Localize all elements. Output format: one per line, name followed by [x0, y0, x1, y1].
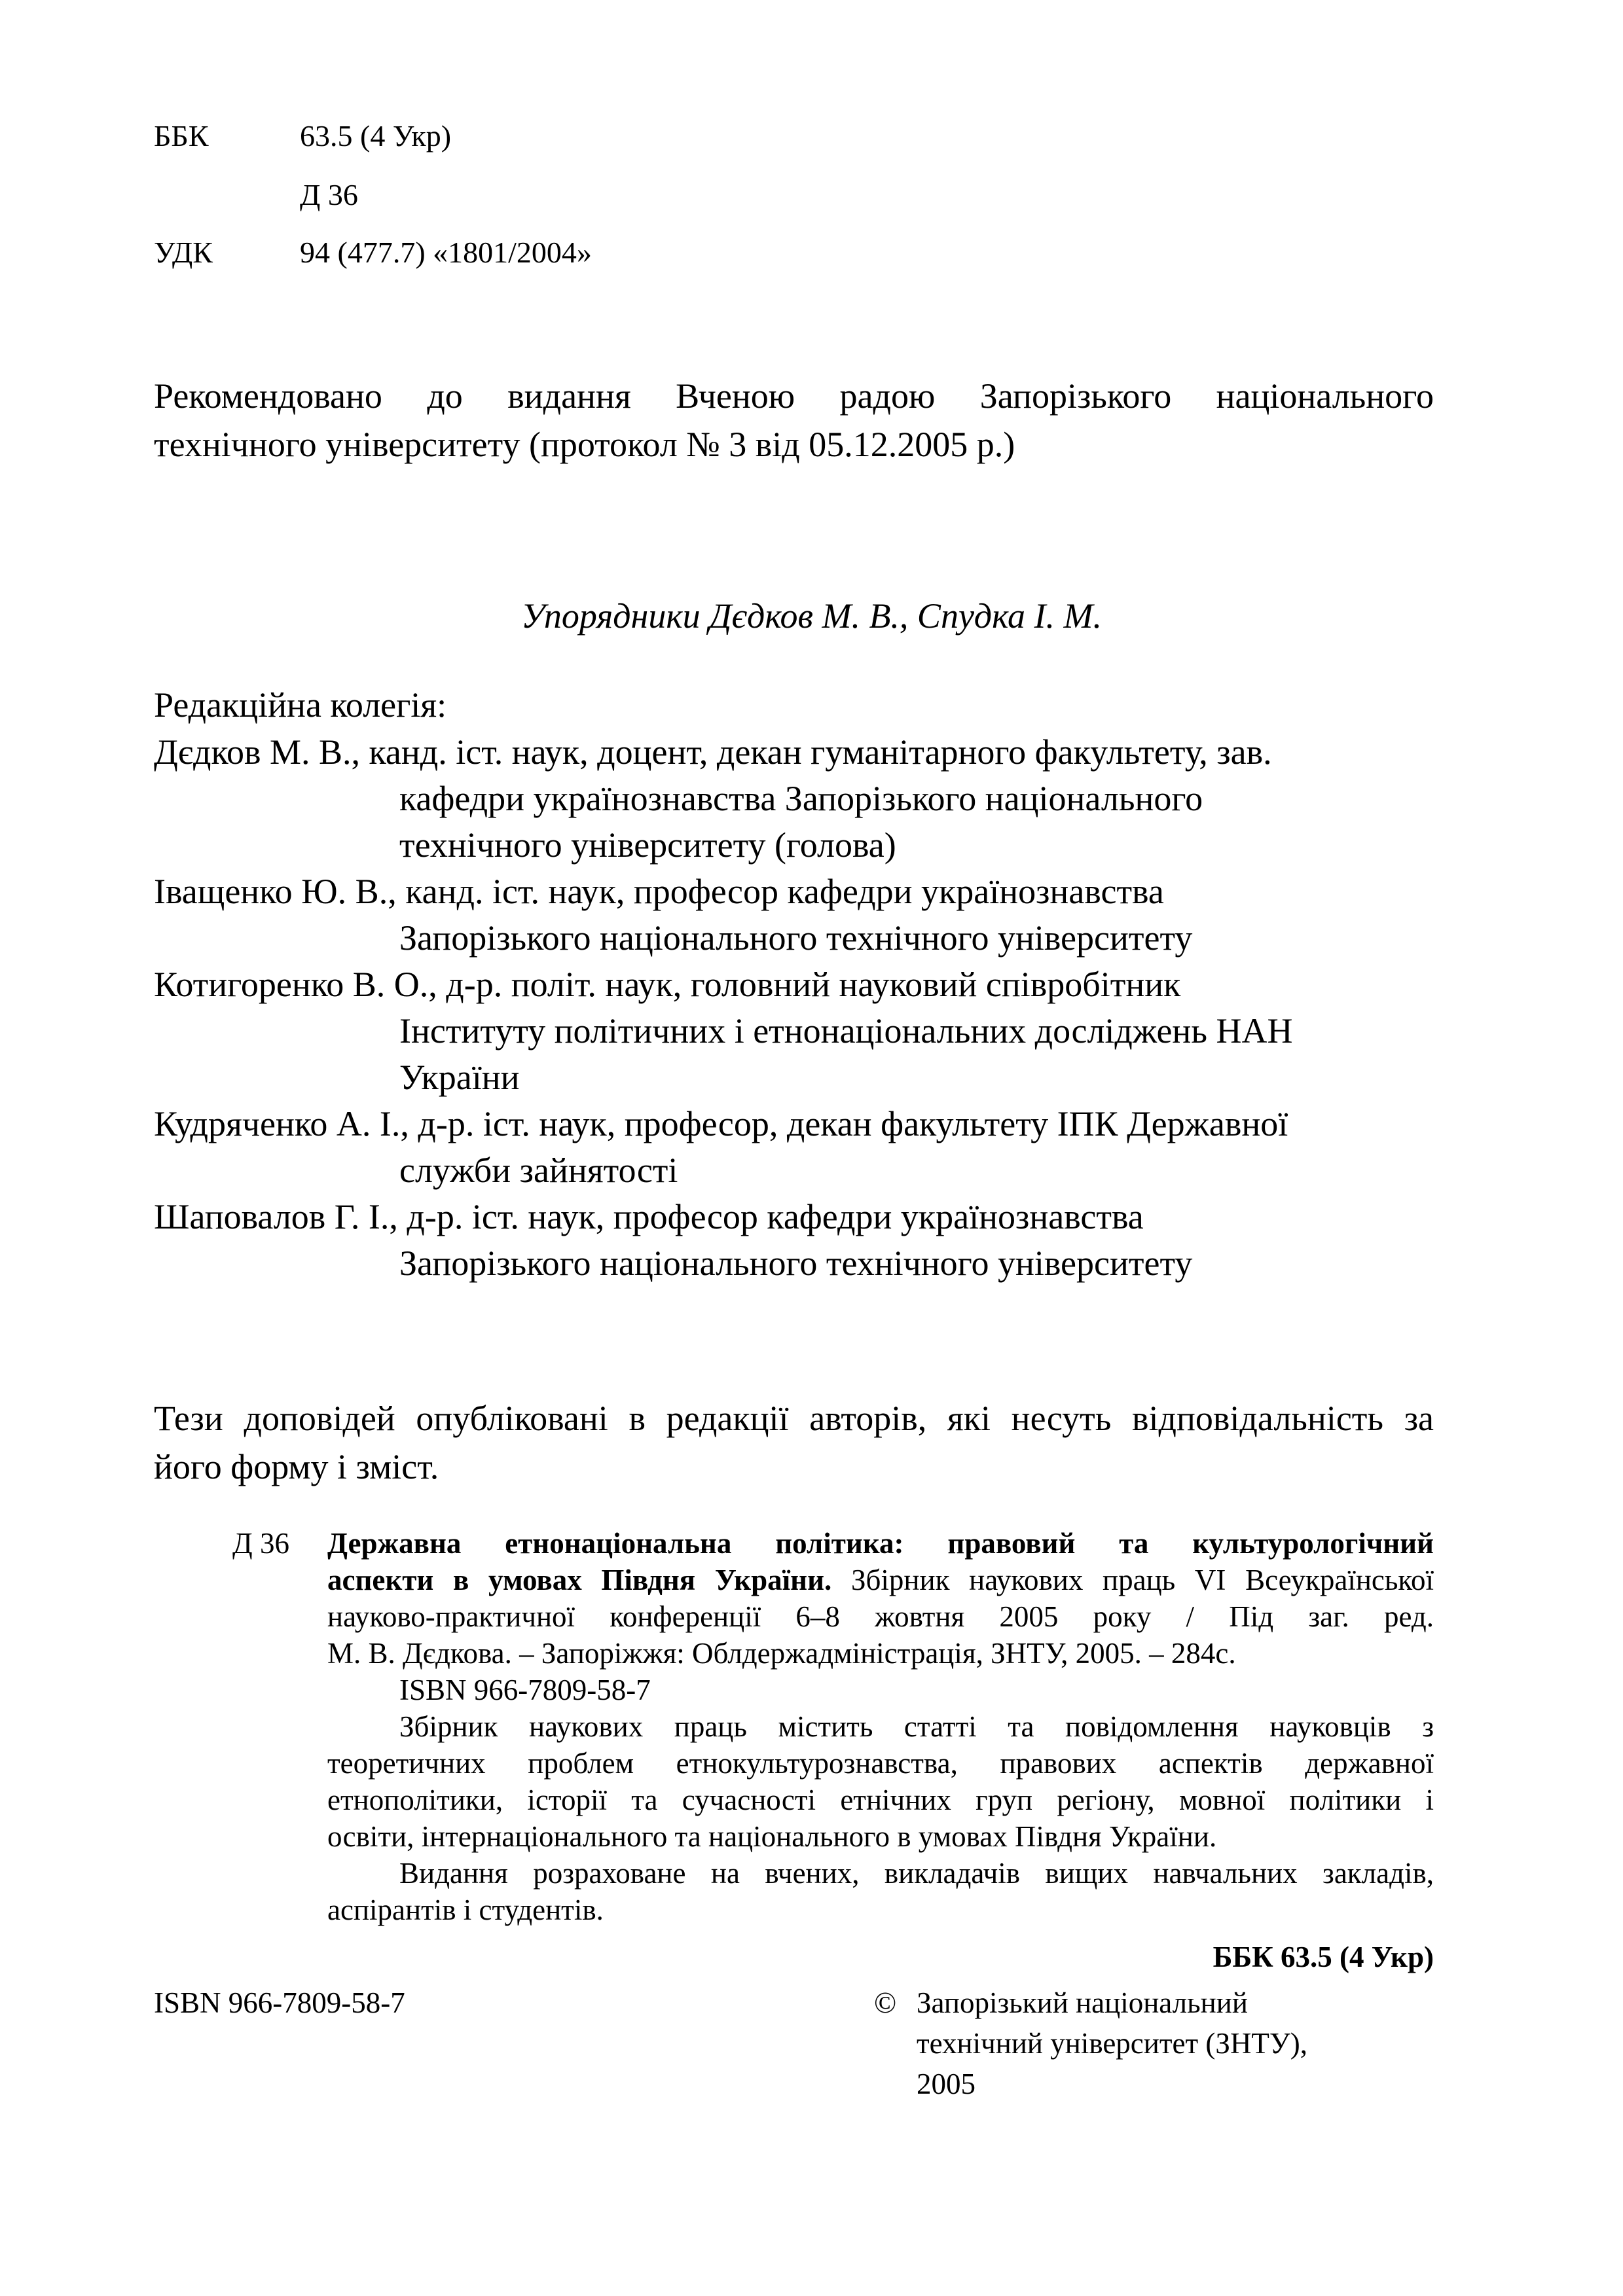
udk-label: УДК	[154, 236, 213, 269]
board-member-4: Кудряченко А. І., д-р. іст. наук, професор, декан факультету ІПК Державної	[154, 1104, 1288, 1143]
board-member-4-cont: служби зайнятості	[399, 1151, 678, 1190]
audience-line-2: аспірантів і студентів.	[327, 1893, 604, 1926]
recommendation	[154, 372, 1434, 469]
colophon-mark: Д 36	[232, 1527, 289, 1560]
abstract-line-2: теоретичних проблем етнокультурознавства, правових аспектів державної	[327, 1747, 1434, 1780]
colophon-title-rest: Збірник наукових праць VI Всеукраїнської	[850, 1564, 1434, 1596]
abstract-line-1: Збірник наукових праць містить статті та повідомлення науковців з	[399, 1710, 1434, 1743]
copyright-line-2: технічний університет (ЗНТУ),	[917, 2027, 1308, 2060]
copyright-line-3: 2005	[917, 2068, 976, 2100]
recommendation-line-1: Рекомендовано до видання Вченою радою Запорізького національного	[154, 376, 1434, 416]
board-member-2: Іващенко Ю. В., канд. іст. наук, професор кафедри українознавства	[154, 872, 1164, 911]
copyright-line-1: Запорізький національний	[917, 1986, 1248, 2019]
bbk-value: 63.5 (4 Укр)	[300, 119, 452, 152]
colophon-title-bold: аспекти в умовах Півдня України.	[327, 1564, 832, 1596]
audience-line-1: Видання розраховане на вчених, викладачів вищих навчальних закладів,	[399, 1857, 1434, 1890]
colophon-line-4: М. В. Дєдкова. – Запоріжжя: Облдержадміністрація, ЗНТУ, 2005. – 284с.	[327, 1637, 1236, 1670]
bbk-label: ББК	[154, 119, 209, 152]
colophon-line-3: науково-практичної конференції 6–8 жовтня 2005 року / Під заг. ред.	[327, 1600, 1434, 1633]
udk-value: 94 (477.7) «1801/2004»	[300, 236, 592, 269]
recommendation-line-2: технічного університету (протокол № 3 від 05.12.2005 р.)	[154, 425, 1015, 464]
colophon-title-line-2	[327, 1562, 1434, 1598]
footer-isbn: ISBN 966-7809-58-7	[154, 1986, 405, 2019]
abstract-line-3: етнополітики, історії та сучасності етнічних груп регіону, мовної політики і	[327, 1784, 1434, 1816]
board-member-3-cont: Інституту політичних і етнонаціональних досліджень НАН	[399, 1011, 1293, 1050]
copyright-holder	[917, 1984, 1307, 2102]
colophon-title-line-1: Державна етнонаціональна політика: правовий та культурологічний	[327, 1527, 1434, 1560]
board-member-1: Дєдков М. В., канд. іст. наук, доцент, декан гуманітарного факультету, зав.	[154, 732, 1272, 772]
colophon-isbn: ISBN 966-7809-58-7	[399, 1674, 651, 1706]
colophon-bbk: ББК 63.5 (4 Укр)	[1213, 1941, 1434, 1973]
board-member-1-cont: технічного університету (голова)	[399, 825, 896, 865]
board-member-3: Котигоренко В. О., д-р. політ. наук, головний науковий співробітник	[154, 965, 1181, 1004]
disclaimer	[154, 1394, 1434, 1491]
board-member-3-cont: України	[399, 1058, 520, 1097]
board-member-5: Шаповалов Г. І., д-р. іст. наук, професор кафедри українознавства	[154, 1197, 1144, 1236]
disclaimer-line-2: його форму і зміст.	[154, 1447, 439, 1486]
compilers: Упорядники Дєдков М. В., Спудка І. М.	[521, 596, 1102, 636]
abstract-line-4: освіти, інтернаціонального та національного в умовах Півдня України.	[327, 1820, 1217, 1853]
board-member-2-cont: Запорізького національного технічного університету	[399, 918, 1193, 958]
author-mark: Д 36	[300, 178, 358, 211]
colophon	[327, 1525, 1434, 1928]
disclaimer-line-1: Тези доповідей опубліковані в редакції авторів, які несуть відповідальність за	[154, 1399, 1434, 1438]
copyright-icon: ©	[874, 1986, 897, 2019]
board-member-1-cont: кафедри українознавства Запорізького національного	[399, 779, 1203, 818]
board-member-5-cont: Запорізького національного технічного університету	[399, 1244, 1193, 1283]
editorial-board-heading: Редакційна колегія:	[154, 685, 447, 725]
